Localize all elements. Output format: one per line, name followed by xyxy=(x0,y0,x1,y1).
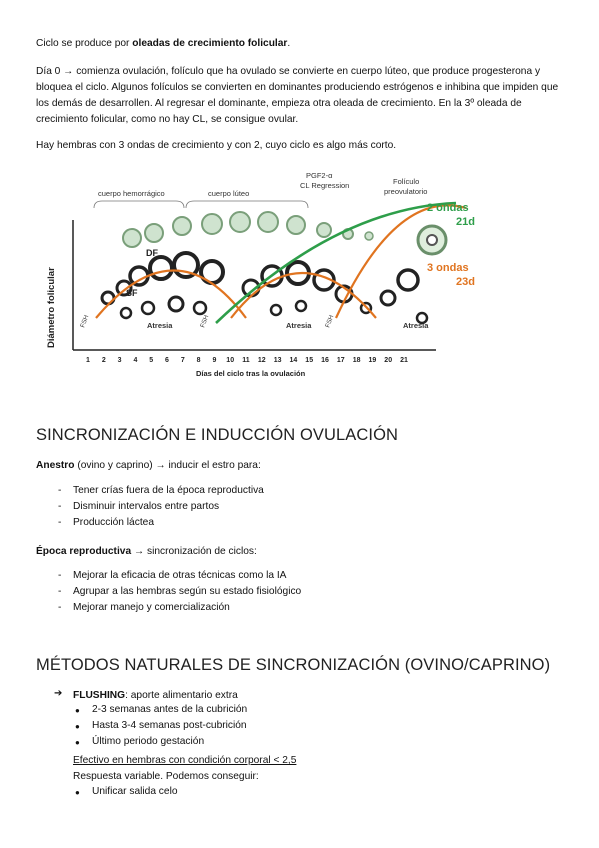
label-fsh-1: FSH xyxy=(79,314,91,329)
x-tick-label: 10 xyxy=(226,357,235,364)
label-atresia-3: Atresia xyxy=(403,321,429,330)
x-tick-label: 9 xyxy=(212,357,217,364)
label-3-ondas: 3 ondas xyxy=(427,262,469,274)
x-tick-label: 14 xyxy=(289,357,298,364)
label-2-ondas: 2 ondas xyxy=(427,202,469,214)
list-dash: - xyxy=(58,586,62,597)
efectivo-note: Efectivo en hembras con condición corporal < 2,5 xyxy=(73,755,297,766)
label-cuerpo-hemorragico: cuerpo hemorrágico xyxy=(98,189,165,198)
label-cl-regression: CL Regression xyxy=(300,181,350,190)
list-item: Tener crías fuera de la época reproductiva xyxy=(73,485,264,496)
list-item: Último periodo gestación xyxy=(92,736,205,747)
list-item: Mejorar la eficacia de otras técnicas como la IA xyxy=(73,570,287,581)
x-tick-label: 6 xyxy=(165,357,169,364)
x-tick-label: 3 xyxy=(117,357,122,364)
label-atresia-1: Atresia xyxy=(147,321,173,330)
section-title-metodos: MÉTODOS NATURALES DE SINCRONIZACIÓN (OVINO/CAPRINO) xyxy=(36,656,551,674)
bullet-icon: ● xyxy=(75,706,80,715)
x-tick-label: 18 xyxy=(352,357,361,364)
bullet-icon: ● xyxy=(75,738,80,747)
label-cuerpo-luteo: cuerpo lúteo xyxy=(208,189,250,198)
x-tick-label: 11 xyxy=(242,357,250,364)
list-item: Agrupar a las hembras según su estado fisiológico xyxy=(73,586,302,597)
label-preovulatorio: preovulatorio xyxy=(384,187,428,196)
list-dash: - xyxy=(58,501,62,512)
bullet-icon: ● xyxy=(75,722,80,731)
flushing-line: FLUSHING: aporte alimentario extra xyxy=(73,690,238,701)
x-tick-label: 5 xyxy=(149,357,154,364)
x-tick-label: 7 xyxy=(180,357,185,364)
x-tick-label: 20 xyxy=(384,357,393,364)
section-title-sincronizacion: SINCRONIZACIÓN E INDUCCIÓN OVULACIÓN xyxy=(36,426,399,444)
brace-luteo xyxy=(186,201,308,208)
label-df: DF xyxy=(146,248,158,258)
anestro-line: Anestro (ovino y caprino) → inducir el estro para: xyxy=(36,460,261,471)
label-fsh-2: FSH xyxy=(199,314,211,329)
list-item: Hasta 3-4 semanas post-cubrición xyxy=(92,720,247,731)
label-foliculo: Folículo xyxy=(393,177,420,186)
bullet-icon: ● xyxy=(75,788,80,797)
x-tick-labels xyxy=(86,357,408,364)
arrow-icon: ➔ xyxy=(54,688,63,699)
intro-line: Ciclo se produce por oleadas de crecimiento folicular. xyxy=(36,38,291,49)
x-axis-label: Días del ciclo tras la ovulación xyxy=(196,369,306,378)
intro-paragraph: Día 0 → comienza ovulación, folículo que ha ovulado se convierte en cuerpo lúteo, que produce progesterona y bloquea el ciclo. Algunos folículos se convierten en dominantes produciendo estrógenos e inhibina que impiden que los demás de desarrollen. Al regresar el dominante, empieza otra oleada de crecimiento. En la 3º oleada de crecimiento folicular, como no hay CL, se consigue ovular. xyxy=(36,66,559,125)
list-item: 2-3 semanas antes de la cubrición xyxy=(92,704,248,715)
intro-bold: oleadas de crecimiento folicular xyxy=(132,38,288,49)
list-dash: - xyxy=(58,570,62,581)
wave-2-curve xyxy=(216,203,456,323)
x-tick-label: 21 xyxy=(400,357,408,364)
x-tick-label: 17 xyxy=(336,357,345,364)
follicular-wave-figure xyxy=(36,168,564,383)
x-tick-label: 2 xyxy=(101,357,106,364)
label-pgf: PGF2-α xyxy=(306,171,333,180)
x-tick-label: 12 xyxy=(257,357,266,364)
list-item: Producción láctea xyxy=(73,517,154,528)
label-21d: 21d xyxy=(456,216,475,228)
intro-waves-paragraph: Hay hembras con 3 ondas de crecimiento y con 2, cuyo ciclo es algo más corto. xyxy=(36,140,397,151)
label-atresia-2: Atresia xyxy=(286,321,312,330)
list-dash: - xyxy=(58,485,62,496)
y-axis-label: Diámetro folicular xyxy=(46,267,57,348)
label-23d: 23d xyxy=(456,276,475,288)
x-tick-label: 15 xyxy=(305,357,314,364)
x-tick-label: 13 xyxy=(273,357,282,364)
respuesta-note: Respuesta variable. Podemos conseguir: xyxy=(73,771,259,782)
list-item: Unificar salida celo xyxy=(92,786,178,797)
x-tick-label: 4 xyxy=(133,357,138,364)
x-tick-label: 16 xyxy=(321,357,329,364)
x-tick-label: 8 xyxy=(196,357,201,364)
epoca-line: Época reproductiva → sincronización de ciclos: xyxy=(36,546,257,557)
corpus-luteum-row xyxy=(123,212,373,247)
label-sf: SF xyxy=(126,288,138,298)
list-dash: - xyxy=(58,602,62,613)
label-fsh-3: FSH xyxy=(324,314,336,329)
brace-hemorragico xyxy=(94,201,184,208)
list-item: Disminuir intervalos entre partos xyxy=(73,501,220,512)
x-tick-label: 1 xyxy=(86,357,90,364)
list-item: Mejorar manejo y comercialización xyxy=(73,602,230,613)
x-tick-label: 19 xyxy=(368,357,377,364)
list-dash: - xyxy=(58,517,62,528)
